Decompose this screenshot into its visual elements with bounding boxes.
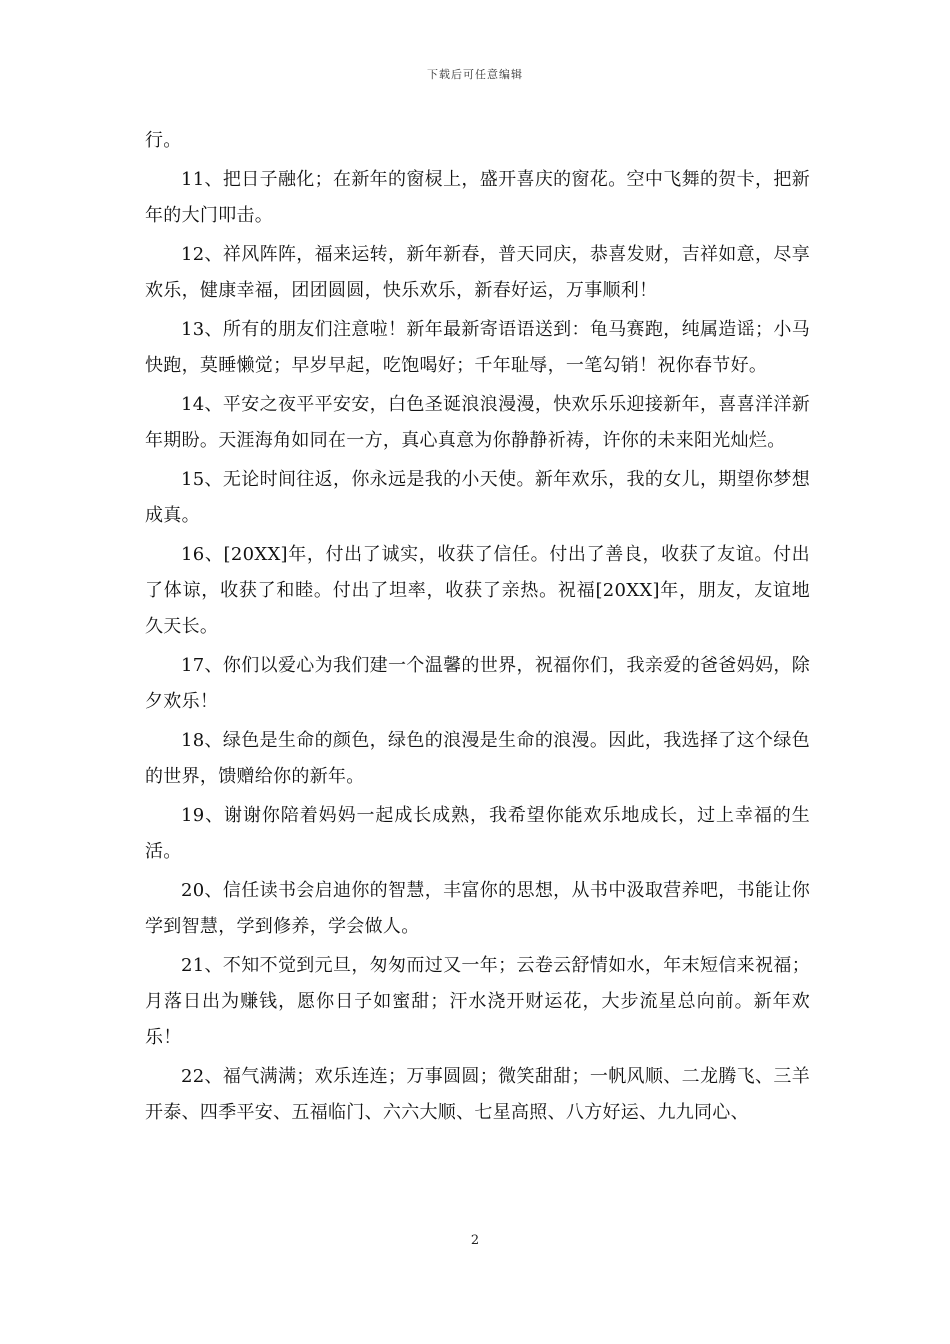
paragraph-13: 13、所有的朋友们注意啦！新年最新寄语语送到：龟马赛跑，纯属造谣；小马快跑，莫睡懒觉；早岁早起，吃饱喝好；千年耻辱，一笔勾销！祝你春节好。 — [145, 319, 810, 376]
paragraph-continuation: 行。 — [145, 130, 182, 151]
paragraph-22: 22、福气满满；欢乐连连；万事圆圆；微笑甜甜；一帆风顺、二龙腾飞、三羊开泰、四季平安、五福临门、六六大顺、七星高照、八方好运、九九同心、 — [145, 1066, 810, 1123]
paragraph-21: 21、不知不觉到元旦，匆匆而过又一年；云卷云舒情如水，年末短信来祝福；月落日出为赚钱，愿你日子如蜜甜；汗水浇开财运花，大步流星总向前。新年欢乐！ — [145, 955, 810, 1048]
paragraph-19: 19、谢谢你陪着妈妈一起成长成熟，我希望你能欢乐地成长，过上幸福的生活。 — [145, 805, 810, 862]
paragraph-16: 16、[20XX]年，付出了诚实，收获了信任。付出了善良，收获了友谊。付出了体谅，收获了和睦。付出了坦率，收获了亲热。祝福[20XX]年，朋友，友谊地久天长。 — [145, 544, 810, 637]
paragraph-18: 18、绿色是生命的颜色，绿色的浪漫是生命的浪漫。因此，我选择了这个绿色的世界，馈赠给你的新年。 — [145, 730, 810, 787]
paragraph-14: 14、平安之夜平平安安，白色圣诞浪浪漫漫，快欢乐乐迎接新年，喜喜洋洋新年期盼。天涯海角如同在一方，真心真意为你静静祈祷，许你的未来阳光灿烂。 — [145, 394, 810, 451]
paragraph-12: 12、祥风阵阵，福来运转，新年新春，普天同庆，恭喜发财，吉祥如意，尽享欢乐，健康幸福，团团圆圆，快乐欢乐，新春好运，万事顺利！ — [145, 244, 810, 301]
paragraph-11: 11、把日子融化；在新年的窗棂上，盛开喜庆的窗花。空中飞舞的贺卡，把新年的大门叩击。 — [145, 169, 810, 226]
document-body — [145, 123, 810, 1134]
paragraph-20: 20、信任读书会启迪你的智慧，丰富你的思想，从书中汲取营养吧，书能让你学到智慧，学到修养，学会做人。 — [145, 880, 810, 937]
paragraph-15: 15、无论时间往返，你永远是我的小天使。新年欢乐，我的女儿，期望你梦想成真。 — [145, 469, 810, 526]
page-number: 2 — [470, 1233, 480, 1248]
paragraph-17: 17、你们以爱心为我们建一个温馨的世界，祝福你们，我亲爱的爸爸妈妈，除夕欢乐！ — [145, 655, 810, 712]
page-header: 下载后可任意编辑 — [427, 68, 523, 81]
